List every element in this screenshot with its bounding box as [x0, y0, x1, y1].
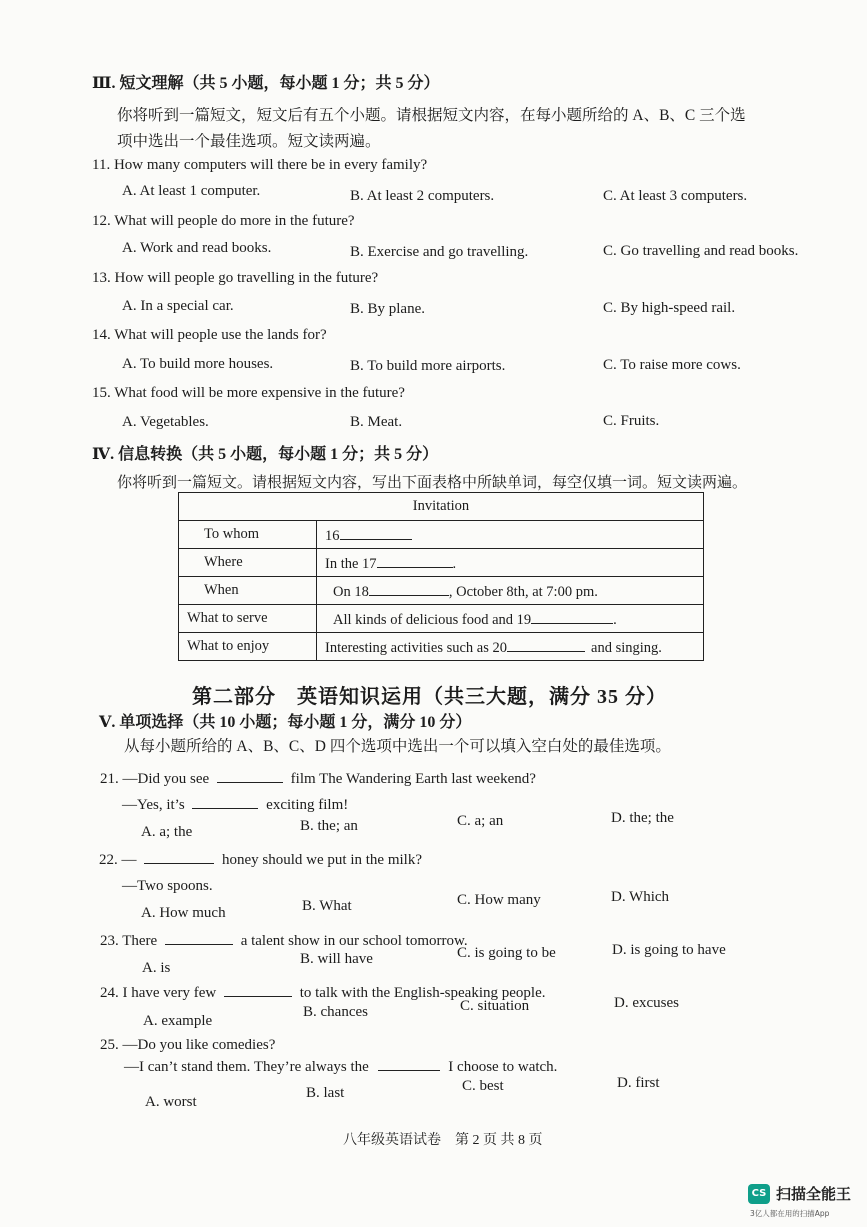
- q22-text-start: 22. —: [99, 852, 137, 868]
- q24-option-d: D. excuses: [614, 995, 679, 1011]
- row-value-20: [317, 633, 704, 661]
- q15-option-c: C. Fruits.: [603, 413, 660, 429]
- q23-option-b: B. will have: [300, 951, 373, 967]
- q22-text-end: honey should we put in the milk?: [222, 852, 422, 868]
- q14-option-c: C. To raise more cows.: [603, 357, 741, 373]
- q21-option-c: C. a; an: [457, 813, 504, 829]
- question-14: 14. What will people use the lands for?: [92, 327, 327, 343]
- page-footer: 八年级英语试卷 第 2 页 共 8 页: [343, 1133, 543, 1148]
- q21-option-a: A. a; the: [141, 824, 193, 840]
- blank-number: 16: [325, 527, 340, 544]
- q21-text-start: 21. —Did you see: [100, 771, 210, 787]
- answer-blank-19[interactable]: [531, 609, 613, 624]
- q23-text-end: a talent show in our school tomorrow.: [240, 933, 468, 949]
- q23-option-c: C. is going to be: [457, 945, 556, 961]
- q24-option-b: B. chances: [303, 1004, 368, 1020]
- question-21-line1: [100, 768, 536, 788]
- part2-title: 第二部分 英语知识运用（共三大题，满分 35 分）: [192, 686, 667, 708]
- q25-text-start: —I can’t stand them. They’re always the: [124, 1059, 369, 1075]
- question-13: 13. How will people go travelling in the future?: [92, 270, 379, 286]
- q23-option-d: D. is going to have: [612, 942, 726, 958]
- answer-blank-18[interactable]: [369, 581, 449, 596]
- blank-prefix: On 18: [333, 583, 369, 600]
- q24-text-end: to talk with the English-speaking people.: [299, 985, 546, 1001]
- q14-option-b: B. To build more airports.: [350, 358, 506, 374]
- q21-text-end: film The Wandering Earth last weekend?: [290, 771, 536, 787]
- q23-text-start: 23. There: [100, 933, 158, 949]
- camscanner-logo-icon: CS: [748, 1184, 770, 1204]
- section5-instruction: 从每小题所给的 A、B、C、D 四个选项中选出一个可以填入空白处的最佳选项。: [124, 738, 671, 755]
- blank-suffix: , October 8th, at 7:00 pm.: [448, 583, 598, 600]
- q11-option-b: B. At least 2 computers.: [350, 188, 495, 204]
- q21-text2-end: exciting film!: [266, 797, 349, 813]
- answer-blank-17[interactable]: [377, 553, 453, 568]
- q24-text-start: 24. I have very few: [100, 985, 217, 1001]
- section4-instruction: 你将听到一篇短文。请根据短文内容，写出下面表格中所缺单词，每空仅填一词。短文读两遍。: [117, 475, 748, 491]
- q24-option-a: A. example: [143, 1013, 213, 1029]
- q15-option-a: A. Vegetables.: [122, 414, 209, 430]
- question-15: 15. What food will be more expensive in the future?: [92, 385, 405, 401]
- question-25-line2: [124, 1056, 557, 1076]
- q13-option-b: B. By plane.: [350, 301, 425, 317]
- row-label-what-to-enjoy: What to enjoy: [179, 633, 317, 661]
- q23-blank[interactable]: [165, 930, 233, 945]
- question-12: 12. What will people do more in the future?: [92, 213, 355, 229]
- answer-blank-16[interactable]: [340, 525, 412, 540]
- question-23-line1: [100, 930, 468, 950]
- q13-option-c: C. By high-speed rail.: [603, 300, 736, 316]
- question-11: 11. How many computers will there be in every family?: [92, 157, 428, 173]
- row-label-to-whom: To whom: [179, 521, 317, 549]
- row-value-16: [317, 521, 704, 549]
- section4-title: Ⅳ. 信息转换（共 5 小题，每小题 1 分；共 5 分）: [92, 446, 439, 463]
- row-label-what-to-serve: What to serve: [179, 605, 317, 633]
- q21-blank-2[interactable]: [192, 794, 258, 809]
- blank-prefix: Interesting activities such as 20: [325, 639, 508, 656]
- q22-option-b: B. What: [302, 898, 352, 914]
- q25-blank[interactable]: [378, 1056, 440, 1071]
- q22-option-c: C. How many: [457, 892, 541, 908]
- q25-text-end: I choose to watch.: [448, 1059, 558, 1075]
- q24-blank[interactable]: [224, 982, 292, 997]
- blank-suffix: and singing.: [591, 639, 662, 656]
- q23-option-a: A. is: [142, 960, 171, 976]
- q21-option-d: D. the; the: [611, 810, 674, 826]
- q22-blank[interactable]: [144, 849, 214, 864]
- q21-option-b: B. the; an: [300, 818, 358, 834]
- q14-option-a: A. To build more houses.: [122, 356, 274, 372]
- q15-option-b: B. Meat.: [350, 414, 403, 430]
- section3-title: Ⅲ. 短文理解（共 5 小题，每小题 1 分；共 5 分）: [92, 75, 440, 92]
- section3-instruction-line1: 你将听到一篇短文，短文后有五个小题。请根据短文内容，在每小题所给的 A、B、C 三个选: [117, 107, 746, 124]
- row-value-17: [317, 549, 704, 577]
- row-value-19: [317, 605, 704, 633]
- blank-prefix: In the 17: [325, 555, 377, 572]
- q24-option-c: C. situation: [460, 998, 530, 1014]
- q22-option-d: D. Which: [611, 889, 670, 905]
- table-row: [179, 577, 704, 605]
- table-row: [179, 605, 704, 633]
- q25-option-a: A. worst: [145, 1094, 197, 1110]
- blank-suffix: .: [613, 611, 617, 628]
- q25-option-c: C. best: [462, 1078, 504, 1094]
- table-row: [179, 521, 704, 549]
- scanner-watermark: [748, 1182, 863, 1222]
- answer-blank-20[interactable]: [507, 637, 585, 652]
- question-25-line1: 25. —Do you like comedies?: [100, 1037, 276, 1053]
- question-22-line2: —Two spoons.: [122, 878, 213, 894]
- q21-text2-start: —Yes, it’s: [122, 797, 185, 813]
- row-label-where: Where: [179, 549, 317, 577]
- watermark-app-name: 扫描全能王: [776, 1185, 852, 1203]
- q12-option-c: C. Go travelling and read books.: [603, 243, 799, 259]
- blank-suffix: .: [452, 555, 457, 572]
- watermark-tagline: 3亿人都在用的扫描App: [750, 1209, 830, 1218]
- row-label-when: When: [179, 577, 317, 605]
- section3-instruction-line2: 项中选出一个最佳选项。短文读两遍。: [117, 133, 381, 150]
- blank-prefix: All kinds of delicious food and 19: [333, 611, 532, 628]
- question-22-line1: [99, 849, 422, 869]
- section5-title: Ⅴ. 单项选择（共 10 小题；每小题 1 分，满分 10 分）: [99, 714, 472, 731]
- invitation-table-header: Invitation: [179, 493, 704, 521]
- q11-option-c: C. At least 3 computers.: [603, 188, 748, 204]
- q11-option-a: A. At least 1 computer.: [122, 183, 261, 199]
- invitation-table: [178, 492, 704, 661]
- q22-option-a: A. How much: [141, 905, 226, 921]
- q12-option-a: A. Work and read books.: [122, 240, 272, 256]
- table-row: [179, 633, 704, 661]
- q25-option-d: D. first: [617, 1075, 660, 1091]
- q25-option-b: B. last: [306, 1085, 345, 1101]
- q12-option-b: B. Exercise and go travelling.: [350, 244, 529, 260]
- q13-option-a: A. In a special car.: [122, 298, 234, 314]
- q21-blank-1[interactable]: [217, 768, 283, 783]
- table-row: [179, 549, 704, 577]
- question-21-line2: [122, 794, 348, 814]
- row-value-18: [317, 577, 704, 605]
